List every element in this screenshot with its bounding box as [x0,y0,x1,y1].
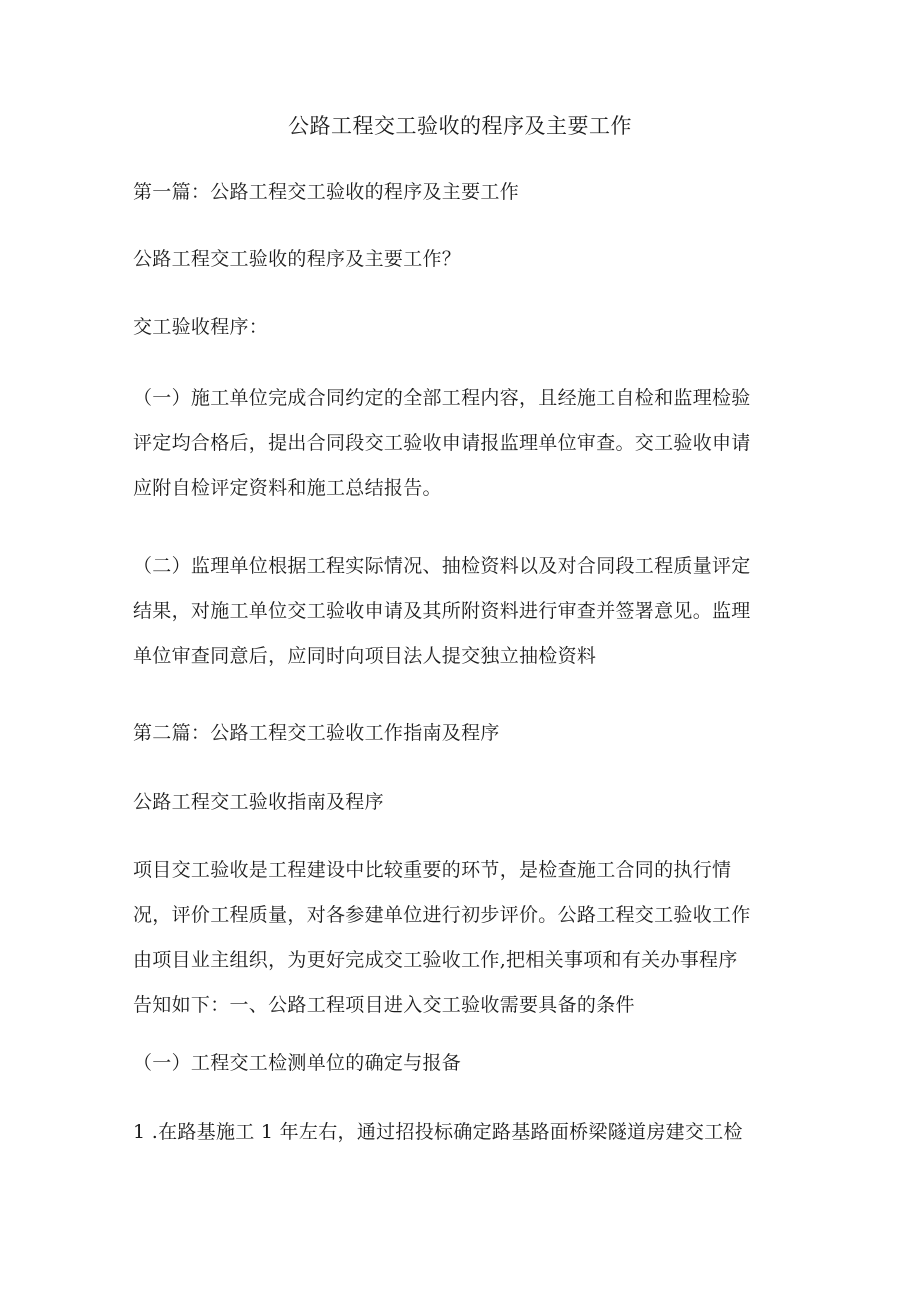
text-line: 应附自检评定资料和施工总结报告。 [133,477,442,499]
text-line: 况，评价工程质量，对各参建单位进行初步评价。公路工程交工验收工作 [133,904,751,926]
project-acceptance-paragraph [133,848,793,1028]
text-line: （一）工程交工检测单位的确定与报备 [133,1052,462,1074]
procedure-step-one [133,376,793,511]
text-line: 由项目业主组织，为更好完成交工验收工作,把相关事项和有关办事程序 [133,949,738,971]
text-line: 交工验收程序： [133,316,269,338]
section-heading-part-one [133,170,793,215]
section-heading-part-two [133,711,793,756]
text-line: 评定均合格后，提出合同段交工验收申请报监理单位审查。交工验收申请 [133,432,751,454]
document-title: 公路工程交工验收的程序及主要工作 [288,114,632,138]
text-line: 第一篇：公路工程交工验收的程序及主要工作 [133,181,520,203]
text-line: （二）监理单位根据工程实际情况、抽检资料以及对合同段工程质量评定 [133,555,751,577]
numbered-item-1 [133,1110,793,1155]
subsection-heading [133,1041,793,1086]
text-line: 项目交工验收是工程建设中比较重要的环节，是检查施工合同的执行情 [133,859,732,881]
text-line: 公路工程交工验收的程序及主要工作？ [133,248,462,270]
text-line: 1 .在路基施工 1 年左右，通过招投标确定路基路面桥梁隧道房建交工检 [133,1121,743,1143]
text-line: 告知如下：一、公路工程项目进入交工验收需要具备的条件 [133,994,635,1016]
procedure-heading [133,305,793,350]
text-line: （一）施工单位完成合同约定的全部工程内容，且经施工自检和监理检验 [133,387,751,409]
procedure-step-two [133,544,793,679]
guide-heading [133,780,793,825]
text-line: 结果，对施工单位交工验收申请及其所附资料进行审查并签署意见。监理 [133,600,751,622]
text-line: 公路工程交工验收指南及程序 [133,791,384,813]
text-line: 单位审查同意后，应同时向项目法人提交独立抽检资料 [133,645,597,667]
question-paragraph [133,237,793,282]
text-line: 第二篇：公路工程交工验收工作指南及程序 [133,722,500,744]
